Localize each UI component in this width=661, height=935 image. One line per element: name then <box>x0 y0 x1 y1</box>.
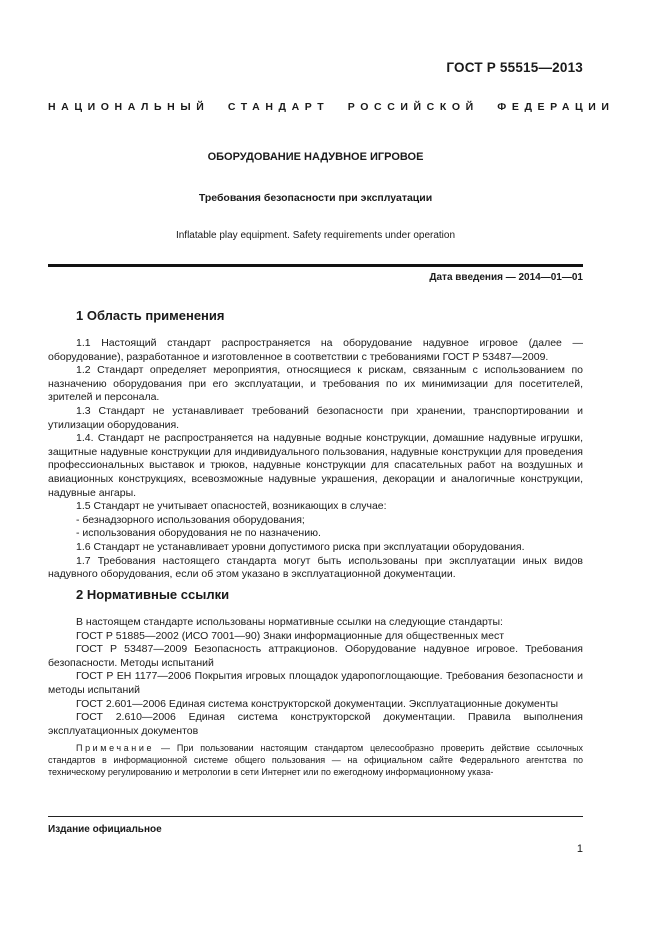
paragraph: 1.6 Стандарт не устанавливает уровни допустимого риска при эксплуатации оборудования. <box>76 540 525 553</box>
reference-item: ГОСТ Р ЕН 1177—2006 Покрытия игровых площадок ударопоглощающие. Требования безопасности и методы испытаний <box>48 670 583 696</box>
reference-item: ГОСТ Р 51885—2002 (ИСО 7001—90) Знаки информационные для общественных мест <box>76 629 505 642</box>
reference-item: ГОСТ 2.601—2006 Единая система конструкторской документации. Эксплуатационные документы <box>76 697 559 710</box>
document-subtitle: Требования безопасности при эксплуатации <box>198 192 433 204</box>
section-2-body <box>48 616 583 738</box>
paragraph: 1.4. Стандарт не распространяется на надувные водные конструкции, домашние надувные игрушки, защитные надувные конструкции для индивидуального пользования, надувные конструкции для проведения профессиональных выставок и трюков, надувные конструкции для спасательных работ на воздушных и авиационных конструкциях, всевозможные надувные украшения, декорации и аналогичные конструкции, надувные ангары. <box>48 432 583 499</box>
section-1-heading: 1 Область применения <box>76 308 225 323</box>
section-2-heading: 2 Нормативные ссылки <box>76 587 230 602</box>
english-title: Inflatable play equipment. Safety requirements under operation <box>175 230 456 241</box>
note <box>48 742 583 779</box>
list-item: - использования оборудования не по назначению. <box>76 527 321 540</box>
official-edition-label: Издание официальное <box>48 824 162 835</box>
section-1-body <box>48 337 583 582</box>
reference-item: ГОСТ 2.610—2006 Единая система конструкторской документации. Правила выполнения эксплуатационных документов <box>48 711 583 737</box>
list-item: - безнадзорного использования оборудования; <box>76 513 305 526</box>
title-divider <box>48 264 583 267</box>
document-title: ОБОРУДОВАНИЕ НАДУВНОЕ ИГРОВОЕ <box>207 151 424 163</box>
paragraph: 1.7 Требования настоящего стандарта могут быть использованы при эксплуатации иных видов надувного оборудования, если об этом указано в эксплуатационной документации. <box>48 554 583 581</box>
paragraph: 1.5 Стандарт не учитывает опасностей, возникающих в случае: <box>76 500 387 513</box>
paragraph: 1.1 Настоящий стандарт распространяется на оборудование надувное игровое (далее — оборудование), разработанное и изготовленное в соответствии с требованиями ГОСТ Р 53487—2009. <box>48 337 583 363</box>
paragraph: 1.3 Стандарт не устанавливает требований безопасности при хранении, транспортировании и утилизации оборудования. <box>48 404 583 431</box>
reference-item: ГОСТ Р 53487—2009 Безопасность аттракционов. Оборудование надувное игровое. Требования безопасности. Методы испытаний <box>48 643 583 669</box>
introduction-date: Дата введения — 2014—01—01 <box>429 272 583 283</box>
standard-number: ГОСТ Р 55515—2013 <box>446 60 583 75</box>
national-standard-heading: НАЦИОНАЛЬНЫЙ СТАНДАРТ РОССИЙСКОЙ ФЕДЕРАЦИИ <box>48 101 615 113</box>
footer-divider <box>48 816 583 817</box>
note-text: — При пользовании настоящим стандартом целесообразно проверить действие ссылочных стандартов в информационной системе общего пользования — на официальном сайте Федерального агентства по техническому регулированию и метрологии в сети Интернет или по ежегодному информационному указа- <box>48 743 583 778</box>
paragraph: 1.2 Стандарт определяет мероприятия, относящиеся к рискам, связанным с использованием по назначению оборудования при его эксплуатации, и требования по их минимизации для посетителей, зрителей и персонала. <box>48 364 583 404</box>
note-label: Примечание <box>76 743 155 753</box>
paragraph: В настоящем стандарте использованы нормативные ссылки на следующие стандарты: <box>76 616 503 628</box>
page-number: 1 <box>576 843 583 855</box>
